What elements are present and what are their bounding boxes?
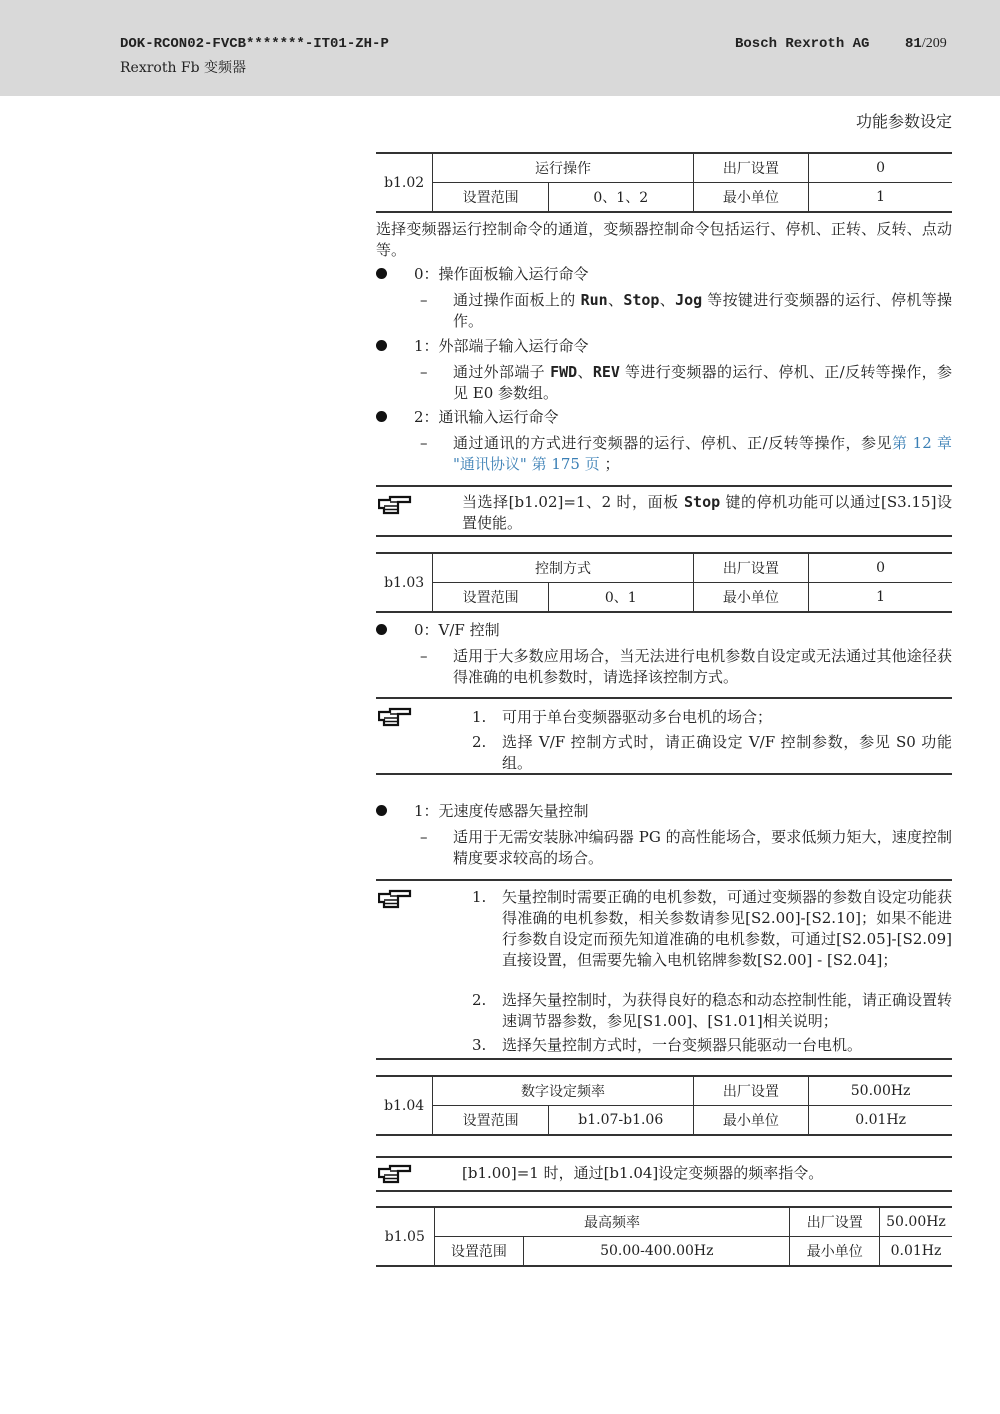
unit-value: 0.01Hz xyxy=(809,1106,952,1136)
range-value: 0、1、2 xyxy=(548,183,693,213)
factory-label: 出厂设置 xyxy=(693,553,809,583)
page-header xyxy=(0,0,1000,96)
note-box-4: [b1.00]=1 时，通过[b1.04]设定变频器的频率指令。 xyxy=(376,1156,952,1192)
unit-label: 最小单位 xyxy=(693,583,809,613)
bullet-dot-icon xyxy=(376,624,387,635)
unit-label: 最小单位 xyxy=(790,1237,879,1267)
param-table-b104 xyxy=(376,1075,952,1136)
range-label: 设置范围 xyxy=(433,583,549,613)
range-label: 设置范围 xyxy=(434,1237,523,1267)
unit-label: 最小单位 xyxy=(693,183,809,213)
unit-value: 1 xyxy=(809,183,952,213)
note-box-3: 1. 矢量控制时需要正确的电机参数，可通过变频器的参数自设定功能获得准确的电机参数，相关参数请参见[S2.00]-[S2.10]；如果不能进行参数自设定而预先知道准确的电机参数，可通过[S2.05]-[S2.09]直接设置，但需要先输入电机铭牌参数[S2.00] - [S2.04]； 2. 选择矢量控制时，为获得良好的稳态和动态控制性能，请正确设置转速调节器参数，参见[S1.00]、[S1.01]相关说明； 3. 选择矢量控制方式时，一台变频器只能驱动一台电机。 xyxy=(376,879,952,1060)
factory-value: 0 xyxy=(809,153,952,183)
factory-value: 0 xyxy=(809,553,952,583)
doc-subtitle: Rexroth Fb 变频器 xyxy=(120,60,247,76)
section-title: 功能参数设定 xyxy=(855,112,952,131)
factory-label: 出厂设置 xyxy=(693,1076,809,1106)
page-number: 81/209 xyxy=(905,36,947,52)
chapter-link[interactable]: 第 12 章 "通讯协议" 第 175 页 xyxy=(453,434,952,473)
unit-value: 1 xyxy=(809,583,952,613)
note-box-1: 当选择[b1.02]=1、2 时，面板 Stop 键的停机功能可以通过[S3.15]设置使能。 xyxy=(376,485,952,537)
factory-value: 50.00Hz xyxy=(809,1076,952,1106)
param-table-b105 xyxy=(376,1206,952,1267)
pointing-hand-icon xyxy=(378,1164,412,1184)
factory-label: 出厂设置 xyxy=(693,153,809,183)
unit-label: 最小单位 xyxy=(693,1106,809,1136)
bullet-dot-icon xyxy=(376,411,387,422)
bullet-dot-icon xyxy=(376,268,387,279)
doc-id: DOK-RCON02-FVCB*******-IT01-ZH-P xyxy=(120,36,389,52)
param-code: b1.04 xyxy=(376,1076,433,1135)
param-code: b1.05 xyxy=(376,1207,434,1266)
range-label: 设置范围 xyxy=(433,1106,549,1136)
b102-description: 选择变频器运行控制命令的通道，变频器控制命令包括运行、停机、正转、反转、点动等。 xyxy=(376,220,952,259)
note-box-2: 1. 可用于单台变频器驱动多台电机的场合； 2. 选择 V/F 控制方式时，请正确设定 V/F 控制参数，参见 S0 功能组。 xyxy=(376,697,952,775)
param-table-b102 xyxy=(376,152,952,213)
unit-value: 0.01Hz xyxy=(879,1237,952,1267)
param-name: 最高频率 xyxy=(434,1207,790,1237)
bullet-dot-icon xyxy=(376,340,387,351)
range-value: 50.00-400.00Hz xyxy=(524,1237,790,1267)
bullet-dot-icon xyxy=(376,805,387,816)
range-label: 设置范围 xyxy=(433,183,549,213)
pointing-hand-icon xyxy=(378,495,412,515)
company-name: Bosch Rexroth AG xyxy=(735,36,870,52)
factory-label: 出厂设置 xyxy=(790,1207,879,1237)
param-code: b1.03 xyxy=(376,553,433,612)
param-name: 数字设定频率 xyxy=(433,1076,693,1106)
pointing-hand-icon xyxy=(378,889,412,909)
pointing-hand-icon xyxy=(378,707,412,727)
param-name: 运行操作 xyxy=(433,153,693,183)
param-name: 控制方式 xyxy=(433,553,693,583)
range-value: 0、1 xyxy=(548,583,693,613)
factory-value: 50.00Hz xyxy=(879,1207,952,1237)
param-table-b103 xyxy=(376,552,952,613)
range-value: b1.07-b1.06 xyxy=(548,1106,693,1136)
param-code: b1.02 xyxy=(376,153,433,212)
